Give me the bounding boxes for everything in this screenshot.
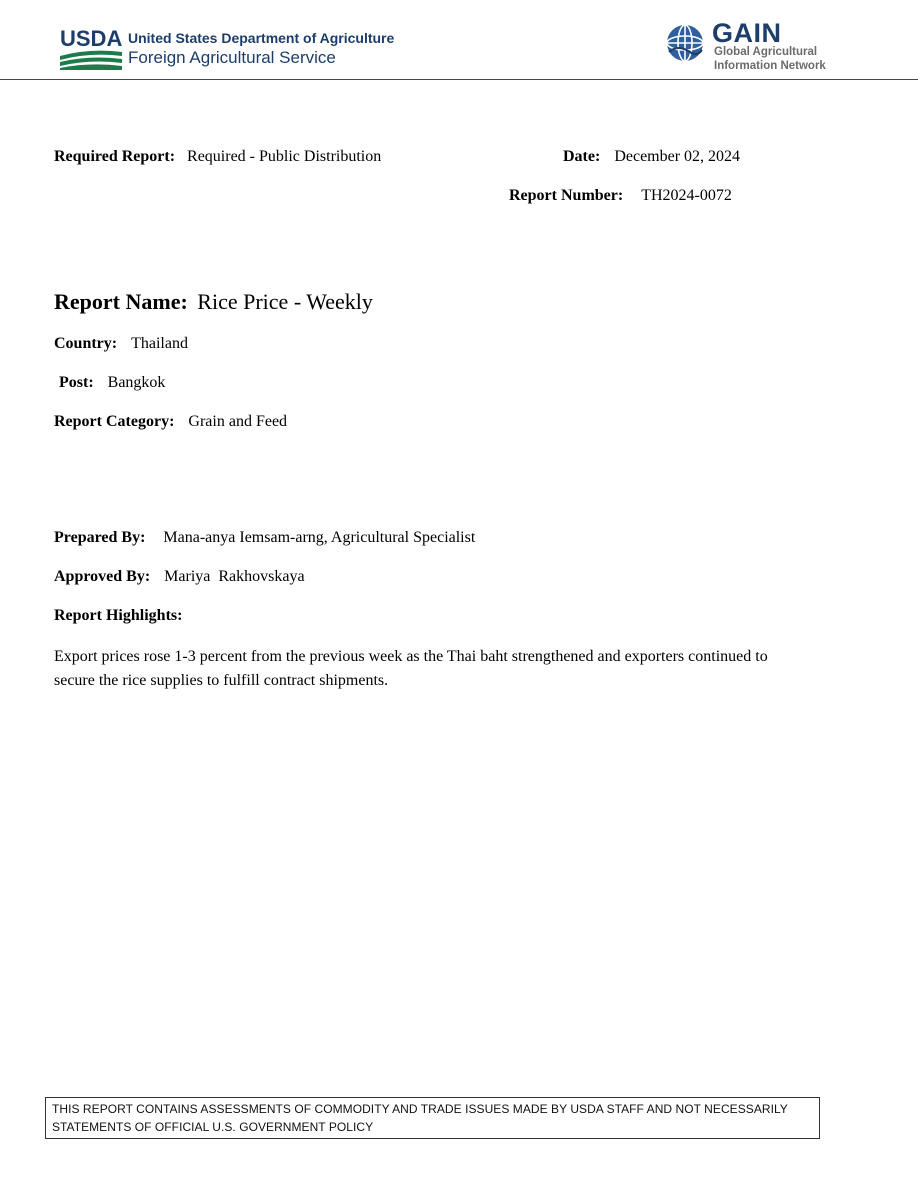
highlights-paragraph: Export prices rose 1-3 percent from the previous week as the Thai baht strengthened and exporters continued to secure the rice supplies to fulfill contract shipments. <box>54 648 768 689</box>
prepared-by-line <box>54 529 475 547</box>
country-value: Thailand <box>131 335 188 352</box>
approved-by-line <box>54 568 305 586</box>
gain-subtitle-2: Information Network <box>714 60 826 72</box>
agency-name: United States Department of Agriculture <box>128 30 395 46</box>
post-line <box>59 374 165 392</box>
report-name-line <box>54 289 373 315</box>
disclaimer-line-1: THIS REPORT CONTAINS ASSESSMENTS OF COMMODITY AND TRADE ISSUES MADE BY USDA STAFF AND NOT NECESSARILY <box>52 1102 788 1116</box>
report-number-value: TH2024-0072 <box>641 187 732 204</box>
highlights-heading: Report Highlights: <box>54 607 183 624</box>
required-report-line <box>54 148 381 166</box>
gain-wordmark: GAIN <box>712 18 782 48</box>
usda-logo-text: USDA <box>60 26 122 51</box>
disclaimer-line-2: STATEMENTS OF OFFICIAL U.S. GOVERNMENT POLICY <box>52 1120 374 1134</box>
prepared-by-value: Mana-anya Iemsam-arng, Agricultural Specialist <box>163 529 476 546</box>
report-name-value: Rice Price - Weekly <box>197 289 373 314</box>
country-label: Country: <box>54 335 118 352</box>
approved-by-value: Mariya Rakhovskaya <box>164 568 305 585</box>
globe-icon <box>664 22 706 64</box>
category-label: Report Category: <box>54 413 175 430</box>
required-report-label: Required Report: <box>54 148 176 165</box>
post-label: Post: <box>59 374 94 391</box>
date-label: Date: <box>563 148 601 165</box>
date-line <box>563 148 740 166</box>
gain-subtitle-1: Global Agricultural <box>714 46 818 58</box>
report-name-label: Report Name: <box>54 289 188 314</box>
prepared-by-label: Prepared By: <box>54 529 146 546</box>
report-number-line <box>509 187 732 205</box>
header-divider <box>0 79 918 80</box>
usda-logo-icon <box>60 26 122 72</box>
approved-by-label: Approved By: <box>54 568 151 585</box>
disclaimer-box <box>45 1097 820 1139</box>
country-line <box>54 335 188 353</box>
required-report-value: Required - Public Distribution <box>187 148 382 165</box>
post-value: Bangkok <box>107 374 166 391</box>
usda-fas-logo <box>60 26 400 74</box>
category-line <box>54 413 287 431</box>
category-value: Grain and Feed <box>188 413 288 430</box>
date-value: December 02, 2024 <box>614 148 741 165</box>
gain-logo <box>664 20 854 76</box>
agency-subname: Foreign Agricultural Service <box>128 48 336 67</box>
report-number-label: Report Number: <box>509 187 624 204</box>
